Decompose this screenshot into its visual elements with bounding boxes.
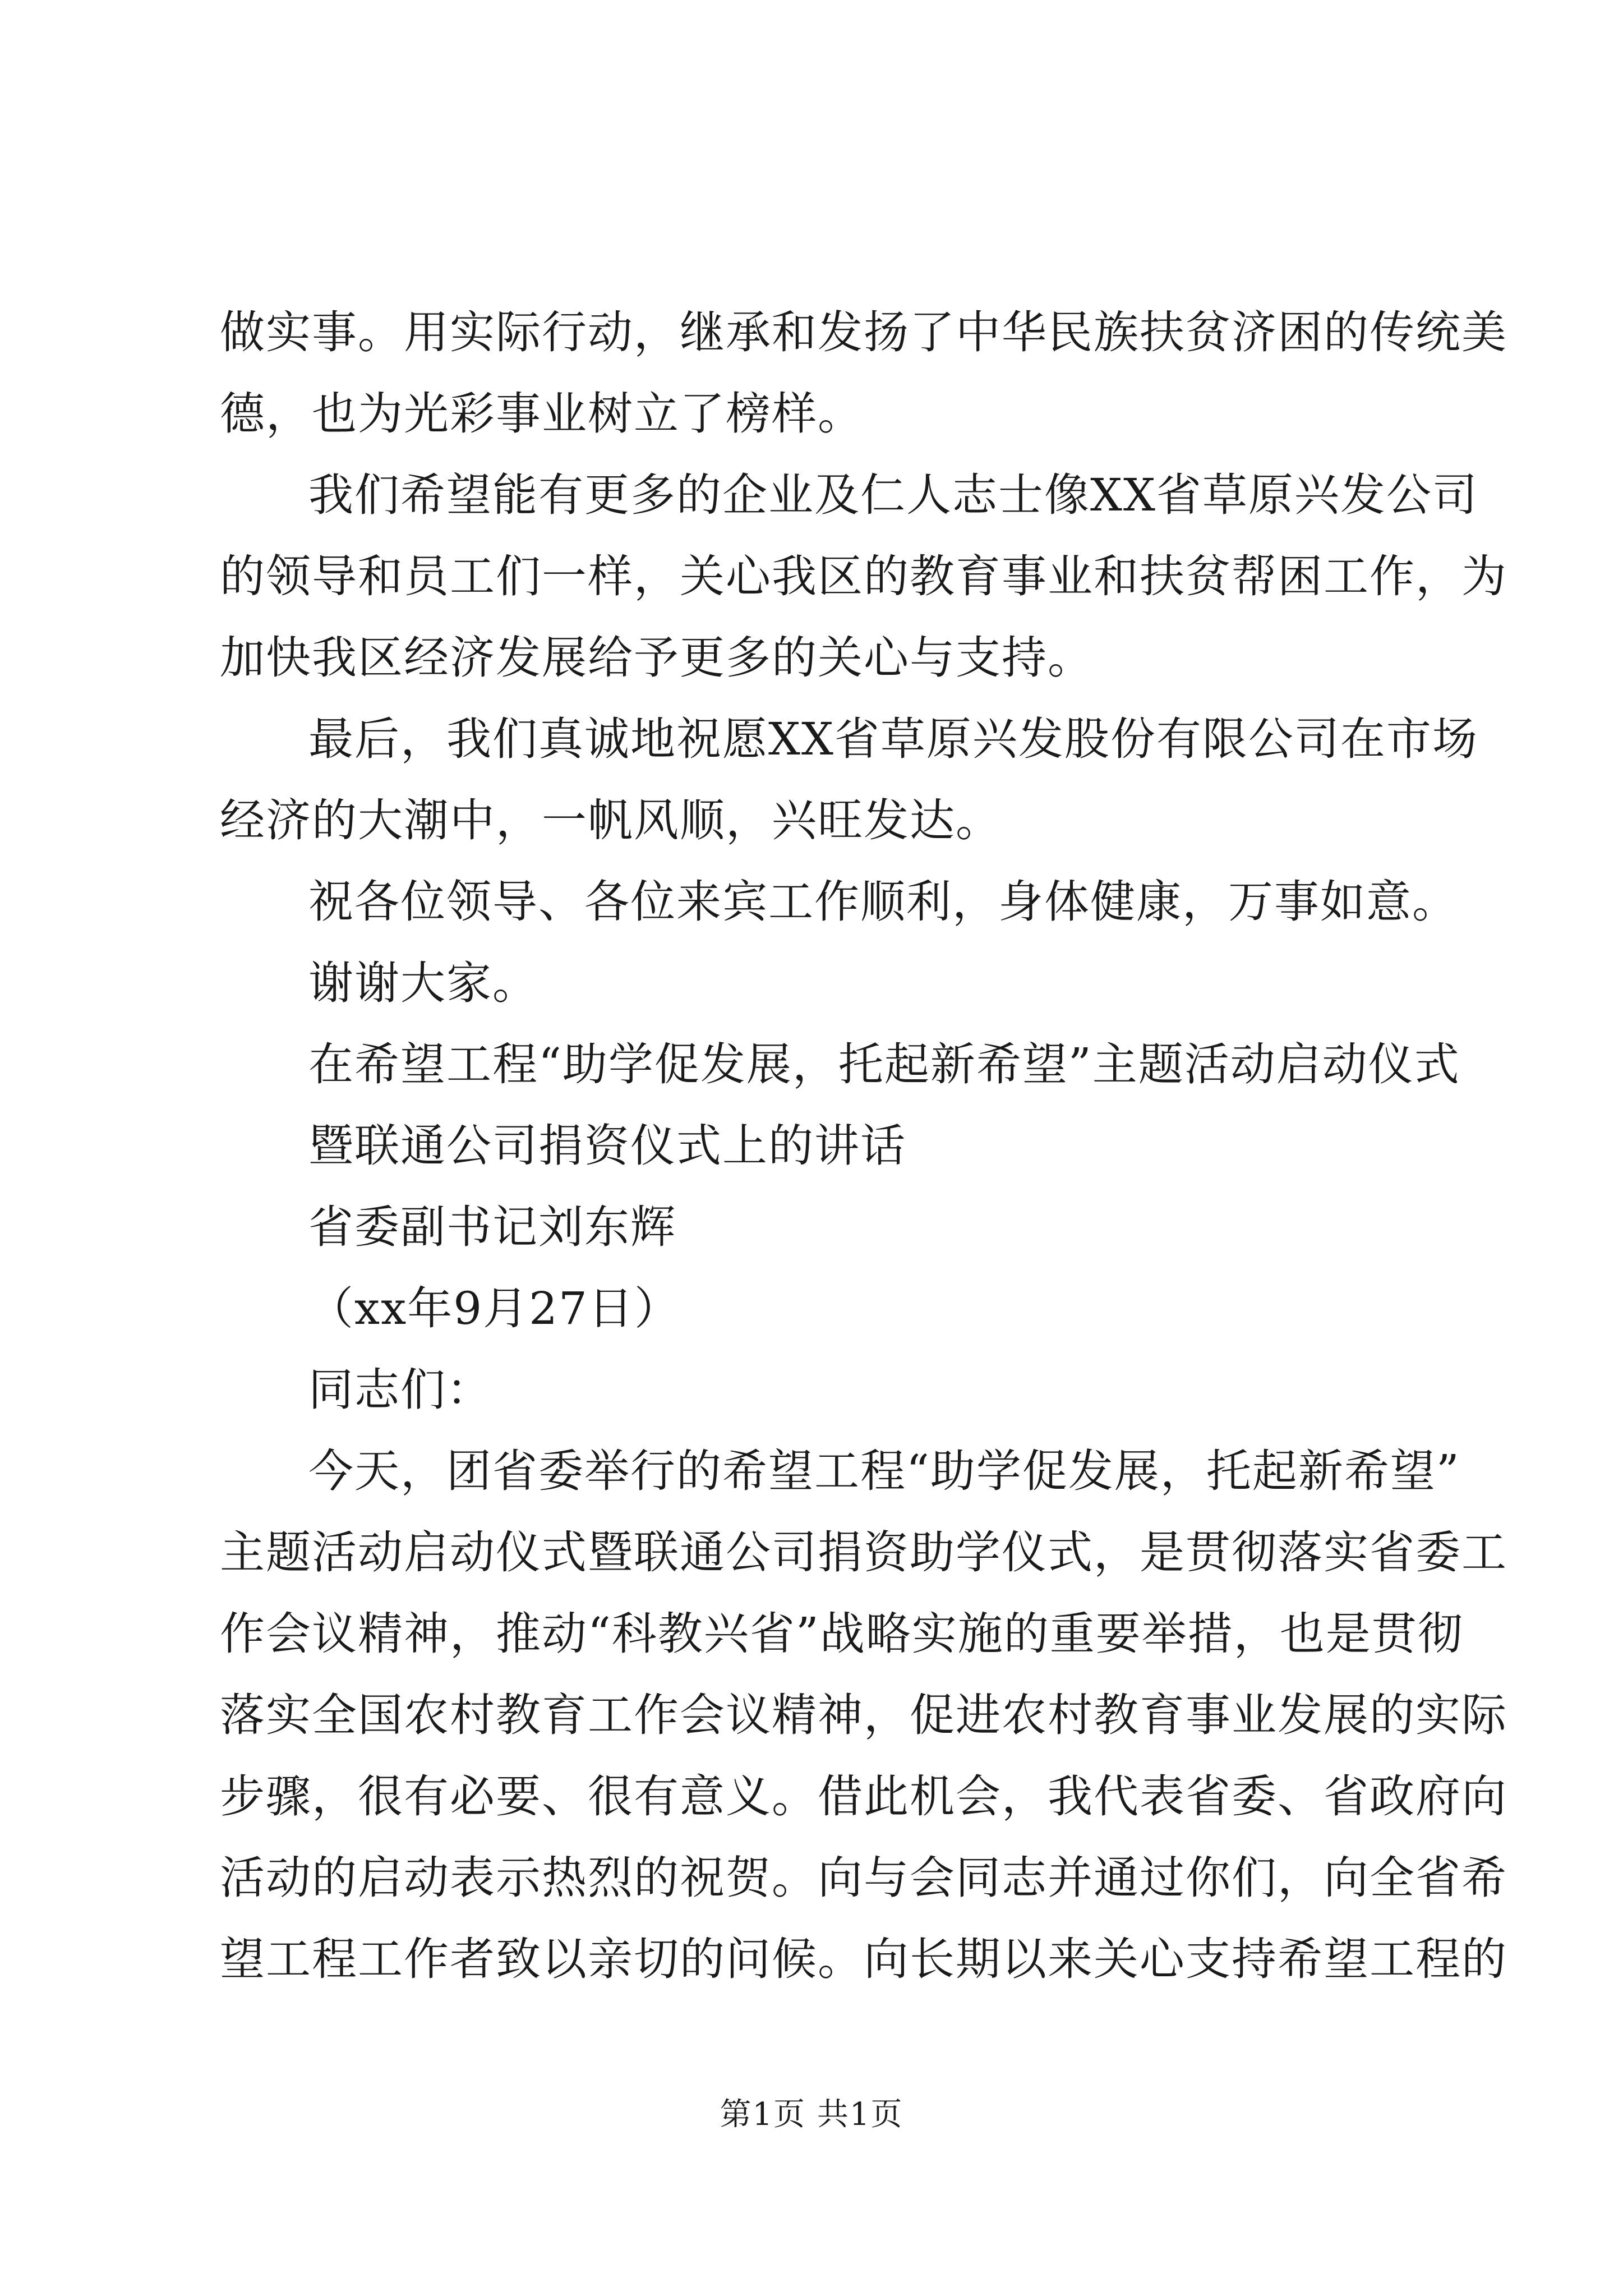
speaker-line: 省委副书记刘东辉 <box>308 1201 676 1253</box>
text-line: 祝各位领导、各位来宾工作顺利，身体健康，万事如意。 <box>308 876 1458 928</box>
text-line: 最后，我们真诚地祝愿XX省草原兴发股份有限公司在市场 <box>308 713 1478 765</box>
text-line: 步骤，很有必要、很有意义。借此机会，我代表省委、省政府向 <box>220 1770 1507 1823</box>
speech-title-line: 暨联通公司捐资仪式上的讲话 <box>308 1120 906 1172</box>
text-line: 作会议精神，推动“科教兴省”战略实施的重要举措，也是贯彻 <box>220 1608 1464 1660</box>
page-footer: 第1页 共1页 <box>720 2096 903 2133</box>
text-line: 经济的大潮中，一帆风顺，兴旺发达。 <box>220 794 1002 846</box>
document-body <box>220 292 1507 2000</box>
text-line: 德，也为光彩事业树立了榜样。 <box>220 388 864 440</box>
text-line: 活动的启动表示热烈的祝贺。向与会同志并通过你们，向全省希 <box>220 1852 1507 1904</box>
salutation-line: 同志们： <box>308 1364 492 1416</box>
text-line: 加快我区经济发展给予更多的关心与支持。 <box>220 632 1094 684</box>
date-line: （xx年9月27日） <box>308 1282 680 1335</box>
text-line: 谢谢大家。 <box>308 957 538 1009</box>
text-line: 主题活动启动仪式暨联通公司捐资助学仪式，是贯彻落实省委工 <box>220 1526 1507 1579</box>
text-line: 做实事。用实际行动，继承和发扬了中华民族扶贫济困的传统美 <box>220 306 1507 358</box>
text-line: 今天，团省委举行的希望工程“助学促发展，托起新希望” <box>308 1445 1460 1497</box>
text-line: 落实全国农村教育工作会议精神，促进农村教育事业发展的实际 <box>220 1689 1507 1741</box>
text-line: 的领导和员工们一样，关心我区的教育事业和扶贫帮困工作，为 <box>220 550 1507 602</box>
text-line: 我们希望能有更多的企业及仁人志士像XX省草原兴发公司 <box>308 469 1478 521</box>
speech-title-line: 在希望工程“助学促发展，托起新希望”主题活动启动仪式 <box>308 1038 1460 1091</box>
text-line: 望工程工作者致以亲切的问候。向长期以来关心支持希望工程的 <box>220 1933 1507 1985</box>
